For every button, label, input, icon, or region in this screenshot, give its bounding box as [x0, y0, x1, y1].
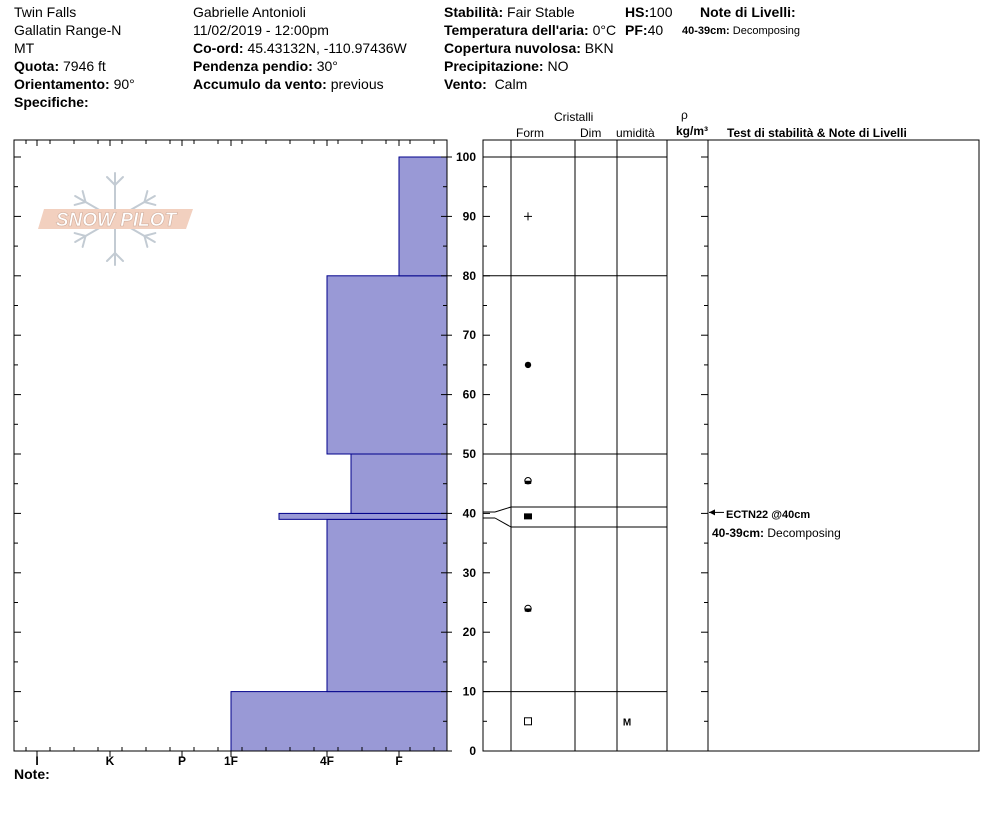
observation-datetime: 11/02/2019 - 12:00pm	[193, 22, 329, 38]
coord-value: 45.43132N, -110.97436W	[247, 40, 407, 56]
stability-value: Fair Stable	[507, 4, 575, 20]
specifics-label: Specifiche:	[14, 94, 89, 110]
snowpilot-logo	[38, 173, 193, 265]
grain-form-5	[525, 718, 532, 725]
aspect-label: Orientamento:	[14, 76, 110, 92]
stability-test-label: ECTN22 @40cm	[726, 509, 811, 521]
cloud-label: Copertura nuvolosa:	[444, 40, 581, 56]
panel-layer-note-text: Decomposing	[767, 526, 841, 540]
hs-value: 100	[649, 4, 673, 20]
tests-notes-frame	[708, 140, 979, 751]
location-name: Twin Falls	[14, 4, 77, 20]
panel-layer-note-range: 40-39cm:	[712, 526, 765, 540]
grain-form-3	[524, 513, 532, 519]
height-label-50: 50	[462, 447, 476, 461]
state-code: MT	[14, 40, 35, 56]
wind-loading-value: previous	[330, 76, 384, 92]
hardness-label-I: I	[35, 754, 39, 768]
stability-label: Stabilità:	[444, 4, 504, 20]
air-temp-value: 0°C	[592, 22, 617, 38]
hardness-layer-4	[327, 276, 447, 454]
hardness-profile	[231, 157, 447, 751]
dim-header: Dim	[580, 126, 602, 140]
hardness-label-K: K	[105, 754, 115, 768]
pf-value: 40	[647, 22, 664, 38]
crystals-table-frame	[483, 140, 708, 751]
hardness-label-F: F	[395, 754, 403, 768]
tests-notes-header: Test di stabilità & Note di Livelli	[727, 126, 907, 140]
cloud-value: BKN	[584, 40, 614, 56]
observer-name: Gabrielle Antonioli	[193, 4, 306, 20]
air-temp-label: Temperatura dell'aria:	[444, 22, 589, 38]
hardness-layer-1	[327, 519, 447, 691]
height-label-10: 10	[462, 684, 476, 699]
grain-form-1	[525, 362, 531, 368]
wind-loading-label: Accumulo da vento:	[193, 76, 327, 92]
pf-label: PF:	[625, 22, 648, 38]
slope-value: 30°	[316, 58, 338, 74]
height-label-40: 40	[462, 506, 476, 521]
elevation-value: 7946 ft	[63, 58, 106, 74]
coord-label: Co-ord:	[193, 40, 244, 56]
height-label-100: 100	[455, 150, 476, 164]
hardness-layer-3	[351, 454, 447, 513]
height-label-90: 90	[462, 209, 476, 224]
layer-notes-label: Note di Livelli:	[700, 4, 796, 20]
height-label-30: 30	[462, 565, 476, 580]
elevation-label: Quota:	[14, 58, 60, 74]
layer-connector	[495, 507, 511, 512]
aspect-value: 90°	[113, 76, 135, 92]
crystals-header: Cristalli	[554, 110, 594, 124]
header-layer-note-text: Decomposing	[732, 25, 801, 37]
stability-test-arrowhead-0	[709, 509, 715, 515]
density-unit-header: kg/m³	[676, 124, 709, 138]
wind-value: Calm	[494, 76, 528, 92]
height-label-20: 20	[462, 625, 476, 640]
form-header: Form	[516, 126, 544, 140]
wind-label: Vento:	[444, 76, 487, 92]
moisture-header: umidità	[616, 126, 655, 140]
hardness-layer-2	[279, 513, 447, 519]
snowpilot-logo-text: SNOW PILOT	[55, 210, 177, 231]
height-label-60: 60	[462, 387, 476, 402]
height-label-0: 0	[469, 744, 476, 758]
header-layer-note-range: 40-39cm:	[682, 25, 730, 37]
hardness-layer-0	[231, 692, 447, 751]
rho-header: ρ	[681, 108, 688, 122]
layer-connector	[495, 518, 511, 527]
precip-label: Precipitazione:	[444, 58, 544, 74]
grain-form-4-fill	[525, 608, 531, 611]
slope-label: Pendenza pendio:	[193, 58, 313, 74]
height-label-80: 80	[462, 268, 476, 283]
grain-form-2-fill	[525, 481, 531, 484]
hardness-label-4F: 4F	[319, 754, 335, 768]
panel-layer-note	[712, 525, 841, 542]
hs-label: HS:	[625, 4, 650, 20]
hardness-layer-5	[399, 157, 447, 276]
height-label-70: 70	[462, 328, 476, 343]
mountain-range: Gallatin Range-N	[14, 22, 122, 38]
hardness-label-1F: 1F	[223, 754, 239, 768]
notes-label: Note:	[14, 766, 50, 782]
hardness-label-P: P	[177, 754, 187, 768]
moisture-value-0: M	[622, 717, 632, 729]
precip-value: NO	[547, 58, 569, 74]
